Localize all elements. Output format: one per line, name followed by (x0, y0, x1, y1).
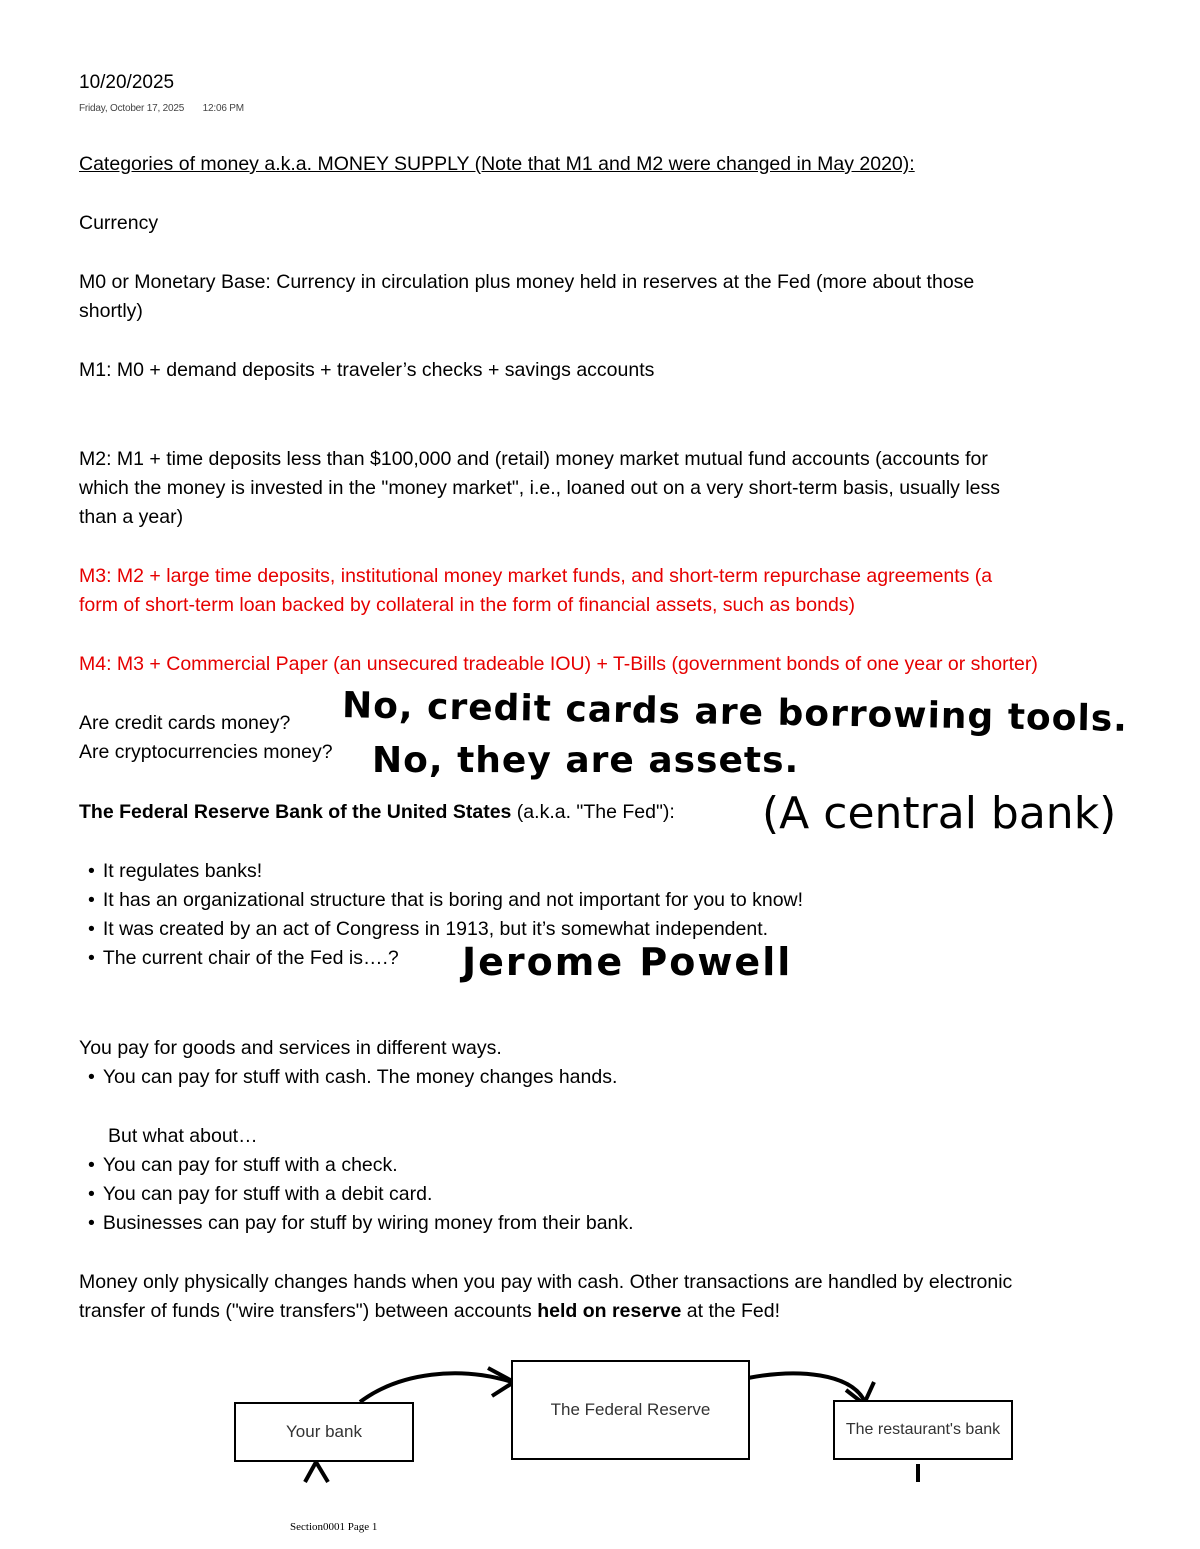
but-what-about: But what about… (108, 1125, 258, 1147)
handwritten-chair-answer: Jerome Powell (462, 940, 793, 984)
summary-part-c: at the Fed! (681, 1300, 781, 1322)
m2-line-3: than a year) (79, 506, 184, 528)
page-footer: Section0001 Page 1 (290, 1521, 378, 1533)
summary-line-1: Money only physically changes hands when you pay with cash. Other transactions are handled by electronic (79, 1271, 1013, 1293)
question-credit-cards: Are credit cards money? (79, 712, 291, 734)
summary-held-on-reserve: held on reserve (537, 1300, 682, 1322)
created-time: 12:06 PM (202, 103, 244, 114)
handwritten-fed-note: (A central bank) (762, 788, 1117, 839)
handwritten-credit-answer: No, credit cards are borrowing tools. (341, 685, 1129, 740)
pay-bullet: • You can pay for stuff with a check. (88, 1151, 398, 1180)
created-date: Friday, October 17, 2025 (79, 103, 185, 114)
m4-line: M4: M3 + Commercial Paper (an unsecured tradeable IOU) + T-Bills (government bonds of one year or shorter) (79, 653, 1038, 675)
fed-heading-bold: The Federal Reserve Bank of the United States (79, 801, 512, 823)
m0-line-1: M0 or Monetary Base: Currency in circulation plus money held in reserves at the Fed (more about those (79, 271, 975, 293)
page-date: 10/20/2025 (79, 72, 175, 93)
your-bank-box (234, 1402, 414, 1462)
m2-line-2: which the money is invested in the "money market", i.e., loaned out on a very short-term basis, usually less (79, 477, 1001, 499)
federal-reserve-box (511, 1360, 750, 1460)
question-cryptocurrencies: Are cryptocurrencies money? (79, 741, 333, 763)
m3-line-1: M3: M2 + large time deposits, institutional money market funds, and short-term repurchase agreements (a (79, 565, 993, 587)
fed-bullet: • It was created by an act of Congress in 1913, but it’s somewhat independent. (88, 915, 768, 944)
pay-intro: You pay for goods and services in different ways. (79, 1037, 502, 1059)
restaurant-bank-label: The restaurant's bank (845, 1421, 1001, 1438)
currency-line: Currency (79, 212, 159, 234)
m2-line-1: M2: M1 + time deposits less than $100,000 and (retail) money market mutual fund accounts (accounts for (79, 448, 988, 470)
m3-line-2: form of short-term loan backed by collateral in the form of financial assets, such as bonds) (79, 594, 856, 616)
pay-bullet: • You can pay for stuff with cash. The money changes hands. (88, 1063, 617, 1092)
fed-heading-rest: (a.k.a. "The Fed"): (511, 801, 675, 823)
fed-bullet: • It regulates banks! (88, 857, 262, 886)
m1-line: M1: M0 + demand deposits + traveler’s checks + savings accounts (79, 359, 655, 381)
pay-bullet: • You can pay for stuff with a debit card. (88, 1180, 432, 1209)
federal-reserve-label: The Federal Reserve (550, 1400, 711, 1419)
restaurant-bank-box (833, 1400, 1013, 1460)
pay-bullet: • Businesses can pay for stuff by wiring money from their bank. (88, 1209, 634, 1238)
summary-part-a: transfer of funds ("wire transfers") between accounts (79, 1300, 538, 1322)
m0-line-2: shortly) (79, 300, 143, 322)
your-bank-label: Your bank (286, 1422, 362, 1441)
handwritten-crypto-answer: No, they are assets. (372, 740, 800, 781)
money-supply-heading: Categories of money a.k.a. MONEY SUPPLY (Note that M1 and M2 were changed in May 2020): (79, 153, 915, 175)
fed-bullet: • It has an organizational structure that is boring and not important for you to know! (88, 886, 803, 915)
fed-bullet: • The current chair of the Fed is….? (88, 944, 399, 973)
